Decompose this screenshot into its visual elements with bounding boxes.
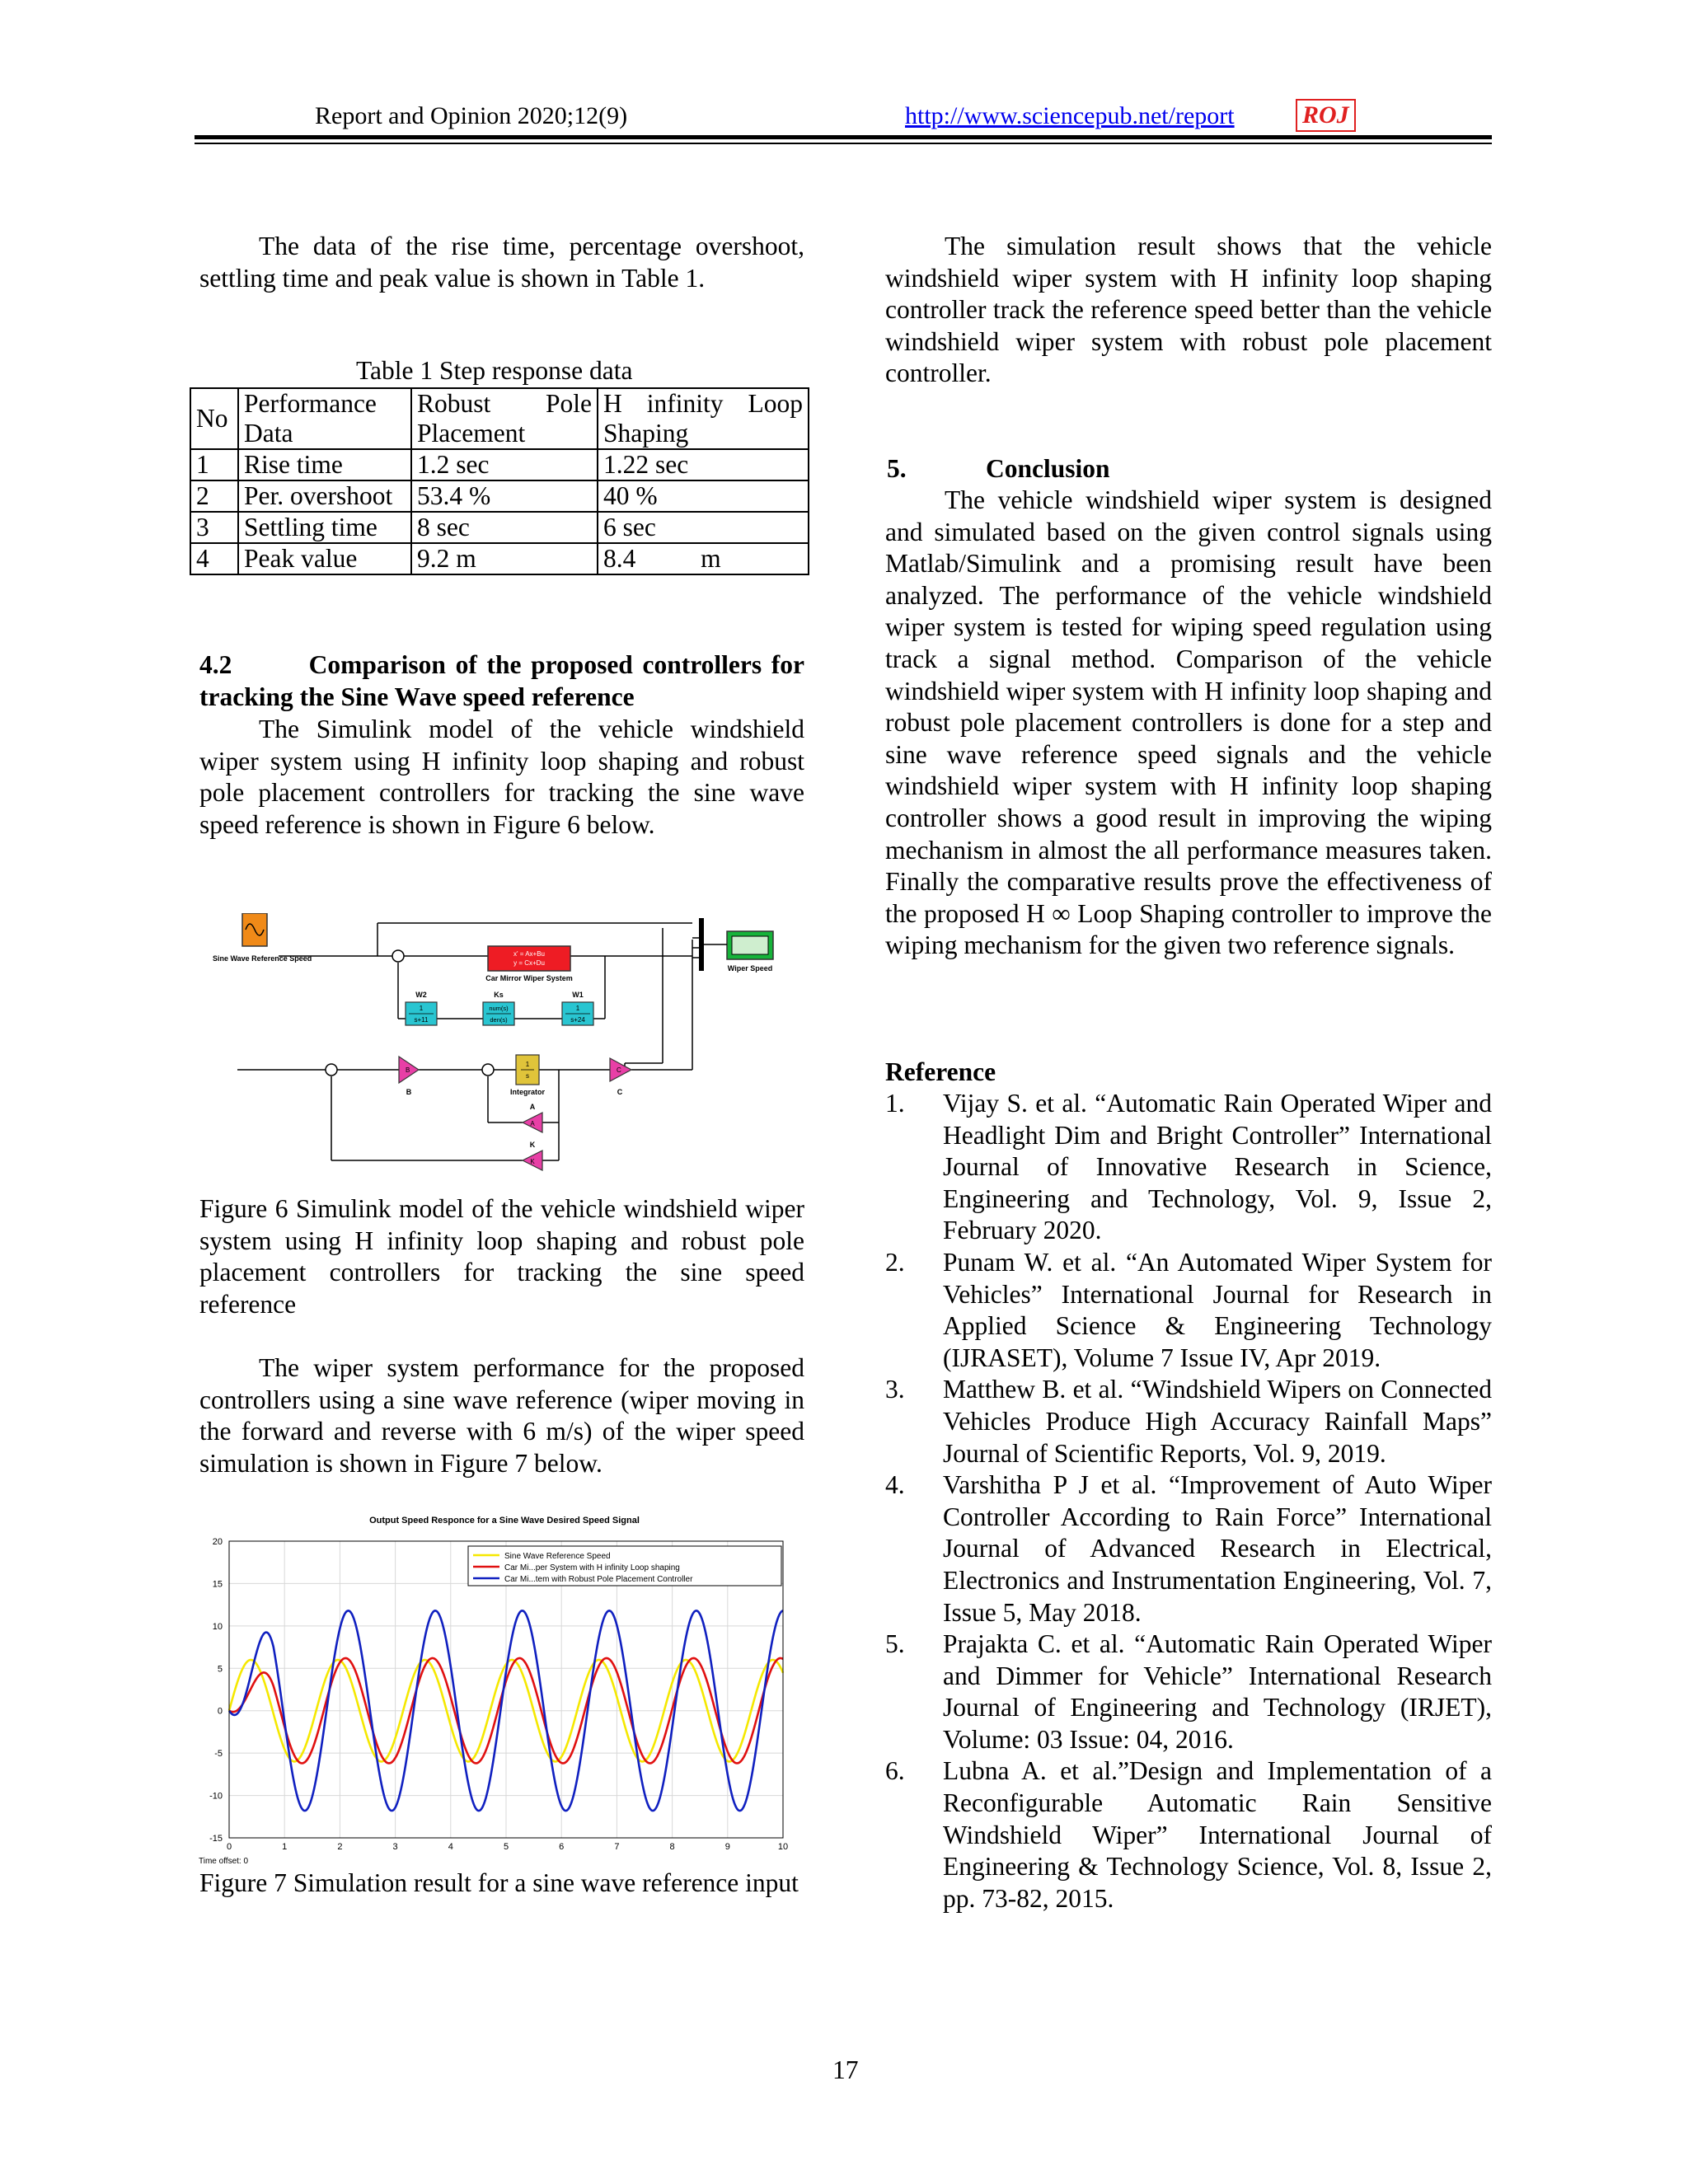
simulation-paragraph: The simulation result shows that the vehicle windshield wiper system with H infinity loop shaping controller track the reference speed better than the vehicle windshield wiper system with robust pole placement controller. bbox=[885, 232, 1492, 388]
table-cell: Settling time bbox=[238, 512, 411, 543]
reference-item bbox=[885, 1247, 1492, 1374]
chart-x-tick-label: 4 bbox=[448, 1842, 453, 1852]
table-cell: 4 bbox=[190, 543, 238, 574]
plant-top-eq: x' = Ax+Bu bbox=[513, 950, 545, 958]
table-cell: Rise time bbox=[238, 449, 411, 480]
mux-block[interactable] bbox=[699, 918, 704, 971]
table-row bbox=[190, 512, 809, 543]
time-offset-label: Time offset: 0 bbox=[199, 1857, 249, 1866]
ks-numerator: num(s) bbox=[489, 1005, 509, 1012]
table-cell: 8.4 m bbox=[598, 543, 809, 574]
chart-y-tick-label: -15 bbox=[209, 1834, 223, 1844]
reference-text: Prajakta C. et al. “Automatic Rain Operated Wiper and Dimmer for Vehicle” International Research Journal of Engineering and Technology (IRJET), Volume: 03 Issue: 04, 2016. bbox=[943, 1629, 1492, 1754]
table-cell: 1 bbox=[190, 449, 238, 480]
table-header-row bbox=[190, 388, 809, 449]
scope-label: Wiper Speed bbox=[727, 964, 773, 972]
reference-text: Varshitha P J et al. “Improvement of Auto Wiper Controller According to Rain Force” International Journal of Advanced Research in Electrical, Electronics and Instrumentation Engineering, Vol. 7, Issue 5, May 2018. bbox=[943, 1470, 1492, 1627]
intro-paragraph: The data of the rise time, percentage overshoot, settling time and peak value is shown in Table 1. bbox=[199, 232, 804, 293]
w2-numerator: 1 bbox=[419, 1005, 424, 1012]
ks-denominator: den(s) bbox=[490, 1016, 508, 1024]
chart-legend bbox=[468, 1546, 781, 1586]
chart-x-tick-label: 3 bbox=[392, 1842, 398, 1852]
reference-number: 5. bbox=[885, 1629, 905, 1659]
chart-x-tick-label: 9 bbox=[724, 1842, 730, 1852]
sum-block-lower-2[interactable] bbox=[482, 1064, 494, 1076]
table-cell: 8 sec bbox=[411, 512, 598, 543]
conclusion-heading: Conclusion bbox=[986, 454, 1110, 483]
chart-x-tick-label: 10 bbox=[777, 1842, 789, 1852]
header-rule-thin bbox=[195, 143, 1492, 144]
chart-y-tick-label: 0 bbox=[217, 1706, 223, 1717]
header-rule-thick bbox=[195, 135, 1492, 139]
gain-c-inner: C bbox=[617, 1066, 621, 1074]
reference-list bbox=[885, 1088, 1492, 1915]
chart-y-tick-label: 15 bbox=[212, 1579, 223, 1590]
reference-item bbox=[885, 1374, 1492, 1469]
table-cell: 53.4 % bbox=[411, 480, 598, 512]
chart-x-tick-label: 6 bbox=[559, 1842, 565, 1852]
chart-x-tick-label: 0 bbox=[226, 1842, 232, 1852]
chart-legend-entry: Car Mi...per System with H infinity Loop shaping bbox=[504, 1563, 680, 1572]
gain-a-label: A bbox=[529, 1103, 536, 1111]
reference-number: 1. bbox=[885, 1089, 905, 1118]
section-4-2-paragraph: The Simulink model of the vehicle windshield wiper system using H infinity loop shaping and robust pole placement controllers for tracking the sine wave speed reference is shown in Figure 6 below. bbox=[199, 715, 804, 839]
table-cell: 2 bbox=[190, 480, 238, 512]
chart-y-tick-label: 5 bbox=[217, 1664, 223, 1675]
sum-block-top[interactable] bbox=[392, 950, 404, 962]
ks-label: Ks bbox=[494, 991, 504, 999]
figure-6-caption: Figure 6 Simulink model of the vehicle windshield wiper system using H infinity loop shaping and robust pole placement controllers for tracking the sine speed reference bbox=[199, 1194, 804, 1319]
table-row bbox=[190, 449, 809, 480]
table-row bbox=[190, 480, 809, 512]
gain-k-inner: K bbox=[530, 1158, 535, 1165]
integrator-denominator: s bbox=[526, 1072, 529, 1080]
reference-item bbox=[885, 1755, 1492, 1915]
w1-numerator: 1 bbox=[575, 1005, 580, 1012]
chart-y-tick-label: -5 bbox=[214, 1749, 223, 1760]
table-caption: Table 1 Step response data bbox=[356, 356, 633, 385]
table-cell: 1.2 sec bbox=[411, 449, 598, 480]
reference-text: Matthew B. et al. “Windshield Wipers on Connected Vehicles Produce High Accuracy Rainfall Maps” Journal of Scientific Reports, Vol. 9, 2019. bbox=[943, 1375, 1492, 1468]
reference-item bbox=[885, 1088, 1492, 1247]
sine-source-label: Sine Wave Reference Speed bbox=[213, 954, 312, 963]
gain-k-label: K bbox=[529, 1141, 536, 1149]
conclusion-number: 5. bbox=[887, 454, 907, 483]
table-header-cell: No bbox=[190, 388, 238, 449]
reference-number: 4. bbox=[885, 1470, 905, 1500]
table-header-cell: Robust Pole Placement bbox=[411, 388, 598, 449]
chart-x-tick-label: 1 bbox=[282, 1842, 288, 1852]
w1-label: W1 bbox=[572, 991, 584, 999]
figure-7-caption: Figure 7 Simulation result for a sine wave reference input bbox=[199, 1868, 799, 1897]
roj-badge: ROJ bbox=[1296, 99, 1356, 132]
reference-number: 2. bbox=[885, 1247, 905, 1277]
reference-text: Vijay S. et al. “Automatic Rain Operated Wiper and Headlight Dim and Bright Controller” International Journal of Innovative Research in Science, Engineering and Technology, Vol. 9, Issue 2, February 2020. bbox=[943, 1089, 1492, 1245]
reference-heading: Reference bbox=[885, 1057, 996, 1086]
w1-denominator: s+24 bbox=[570, 1016, 585, 1024]
reference-number: 3. bbox=[885, 1375, 905, 1404]
chart-legend-entry: Sine Wave Reference Speed bbox=[504, 1552, 611, 1561]
sum-block-lower-1[interactable] bbox=[326, 1064, 337, 1076]
chart-x-tick-label: 8 bbox=[669, 1842, 675, 1852]
table-cell: 9.2 m bbox=[411, 543, 598, 574]
reference-item bbox=[885, 1629, 1492, 1755]
integrator-label: Integrator bbox=[509, 1088, 546, 1096]
chart-legend-entry: Car Mi...tem with Robust Pole Placement Controller bbox=[504, 1575, 693, 1584]
chart-x-tick-label: 5 bbox=[503, 1842, 509, 1852]
w2-label: W2 bbox=[415, 991, 427, 999]
gain-c-label: C bbox=[617, 1088, 623, 1096]
performance-paragraph: The wiper system performance for the proposed controllers using a sine wave reference (wiper moving in the forward and reverse with 6 m/s) of the wiper speed simulation is shown in Figure 7 below. bbox=[199, 1353, 804, 1478]
section-heading-4-2: 4.2 Comparison of the proposed controllers for tracking the Sine Wave speed reference bbox=[199, 650, 811, 711]
step-response-table bbox=[190, 387, 809, 575]
table-cell: Peak value bbox=[238, 543, 411, 574]
gain-b-label: B bbox=[406, 1088, 412, 1096]
table-header-cell: H infinity Loop Shaping bbox=[598, 388, 809, 449]
journal-url-link[interactable]: http://www.sciencepub.net/report bbox=[905, 102, 1235, 129]
table-cell: Per. overshoot bbox=[238, 480, 411, 512]
table-cell: 6 sec bbox=[598, 512, 809, 543]
gain-b-inner: B bbox=[406, 1066, 410, 1074]
chart-title: Output Speed Responce for a Sine Wave Desired Speed Signal bbox=[369, 1516, 640, 1526]
chart-y-tick-label: -10 bbox=[209, 1791, 223, 1802]
page-number: 17 bbox=[832, 2055, 859, 2084]
reference-text: Lubna A. et al.”Design and Implementation of a Reconfigurable Automatic Rain Sensitive Windshield Wiper” International Journal of Engineering & Technology Science, Vol. 8, Issue 2, pp. 73-82, 2015. bbox=[943, 1756, 1492, 1913]
plant-label: Car Mirror Wiper System bbox=[485, 974, 573, 982]
table-cell: 40 % bbox=[598, 480, 809, 512]
table-row bbox=[190, 543, 809, 574]
figure-7-chart bbox=[190, 1513, 799, 1866]
reference-text: Punam W. et al. “An Automated Wiper System for Vehicles” International Journal for Research in Applied Science & Engineering Technology (IJRASET), Volume 7 Issue IV, Apr 2019. bbox=[943, 1247, 1492, 1372]
conclusion-paragraph: The vehicle windshield wiper system is designed and simulated based on the given control signals using Matlab/Simulink and a promising result have been analyzed. The performance of the vehicle windshield wiper system is tested for wiping speed regulation using track a signal method. Comparison of the vehicle windshield wiper system with H infinity loop shaping and robust pole placement controllers is done for a step and sine wave reference speed signals and the vehicle windshield wiper system with H infinity loop shaping controller shows a good result in improving the wiping mechanism in almost the all performance measures taken. Finally the comparative results prove the effectiveness of the proposed H ∞ Loop Shaping controller to improve the wiping mechanism for the given two reference signals. bbox=[885, 485, 1492, 960]
scope-screen-icon bbox=[732, 936, 768, 954]
journal-title: Report and Opinion 2020;12(9) bbox=[315, 102, 628, 129]
reference-number: 6. bbox=[885, 1756, 905, 1786]
figure-6-simulink-diagram bbox=[213, 913, 795, 1195]
chart-y-tick-label: 10 bbox=[212, 1621, 223, 1632]
integrator-numerator: 1 bbox=[525, 1061, 530, 1068]
plant-bottom-eq: y = Cx+Du bbox=[513, 959, 545, 967]
reference-item bbox=[885, 1469, 1492, 1629]
chart-x-tick-label: 2 bbox=[337, 1842, 343, 1852]
w2-denominator: s+11 bbox=[414, 1016, 429, 1024]
table-cell: 1.22 sec bbox=[598, 449, 809, 480]
table-header-cell: Performance Data bbox=[238, 388, 411, 449]
gain-a-inner: A bbox=[530, 1120, 535, 1127]
chart-x-tick-label: 7 bbox=[614, 1842, 620, 1852]
chart-y-tick-label: 20 bbox=[212, 1537, 223, 1547]
table-cell: 3 bbox=[190, 512, 238, 543]
